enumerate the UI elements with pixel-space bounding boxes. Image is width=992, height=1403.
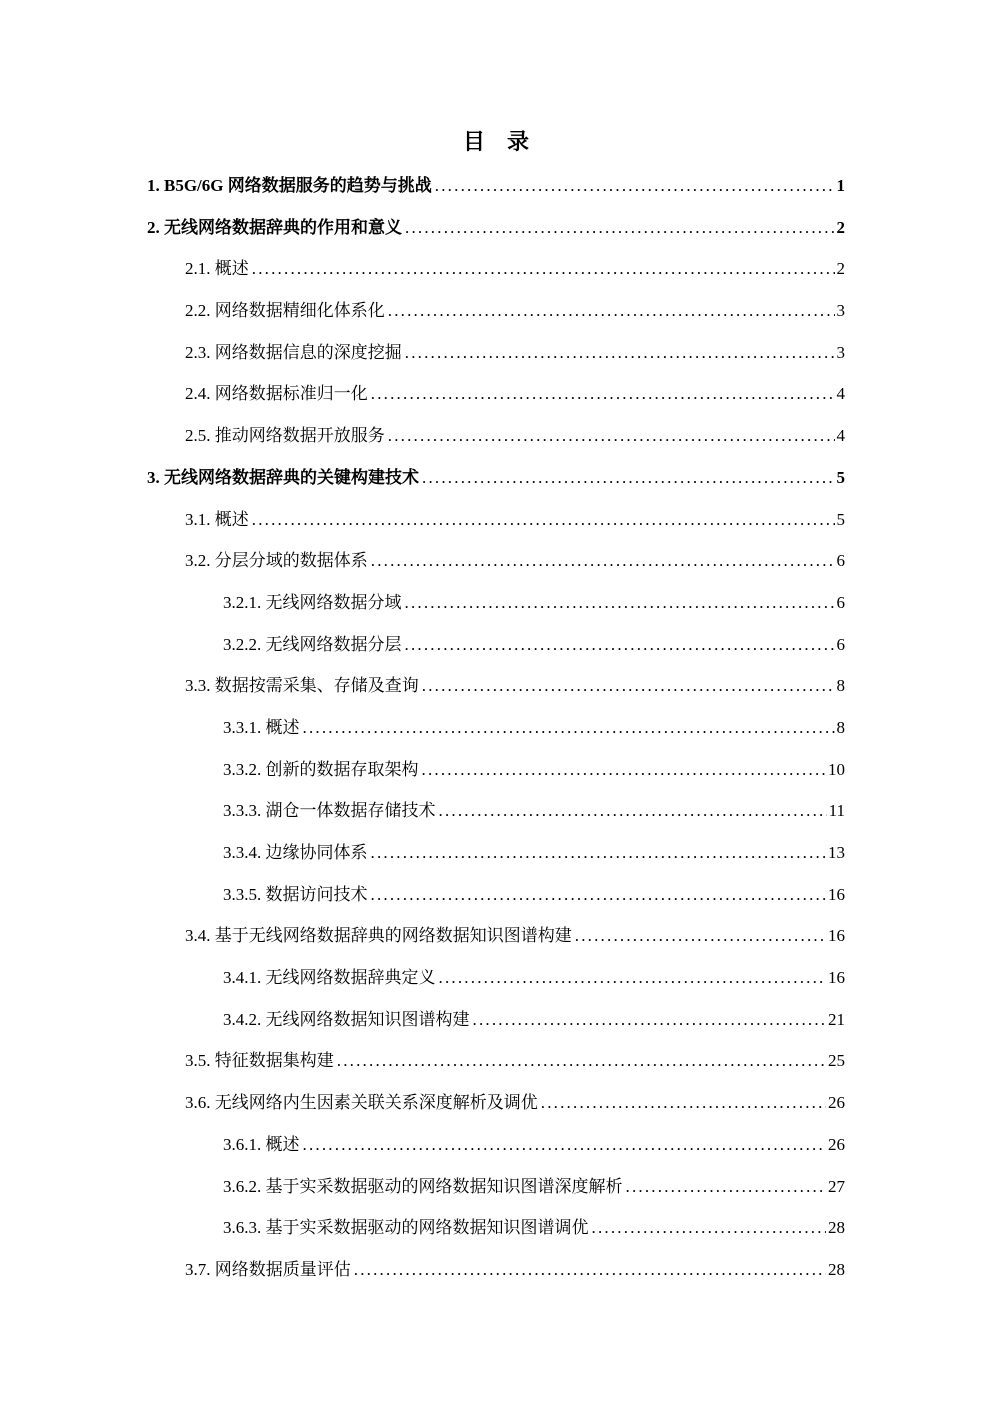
toc-entry — [147, 624, 845, 666]
toc-entry — [147, 1249, 845, 1291]
toc-entry-page: 26 — [828, 1134, 845, 1154]
toc-entry-label: 3.2. 分层分域的数据体系 — [185, 551, 368, 571]
toc-entry-page: 5 — [836, 509, 845, 529]
toc-entry — [147, 248, 845, 290]
toc-entry — [147, 499, 845, 541]
toc-entry — [147, 457, 845, 499]
toc-entry-page: 2 — [836, 259, 845, 279]
toc-entry-label: 3.3.2. 创新的数据存取架构 — [223, 759, 419, 779]
toc-entry-page: 2 — [836, 217, 845, 237]
toc-leader-dots — [435, 165, 835, 207]
toc-leader-dots — [473, 999, 827, 1041]
toc-entry-page: 1 — [836, 176, 845, 195]
toc-entry-label: 2.2. 网络数据精细化体系化 — [185, 301, 385, 321]
toc-entry-page: 16 — [828, 968, 845, 988]
toc-entry-page: 4 — [836, 426, 845, 446]
toc-leader-dots — [303, 1124, 827, 1166]
toc-entry-label: 3.3.5. 数据访问技术 — [223, 884, 368, 904]
toc-leader-dots — [252, 499, 835, 541]
toc-leader-dots — [422, 665, 835, 707]
toc-leader-dots — [439, 957, 827, 999]
toc-leader-dots — [252, 248, 835, 290]
toc-entry-page: 5 — [836, 467, 845, 487]
toc-entry — [147, 415, 845, 457]
toc-entry-page: 6 — [836, 592, 845, 612]
toc-entry-label: 3.2.1. 无线网络数据分域 — [223, 592, 402, 612]
toc-entry-label: 3.7. 网络数据质量评估 — [185, 1259, 351, 1279]
toc-entry-label: 3.6. 无线网络内生因素关联关系深度解析及调优 — [185, 1093, 538, 1113]
toc-leader-dots — [371, 540, 835, 582]
toc-entry-page: 11 — [828, 801, 845, 821]
toc-leader-dots — [592, 1207, 827, 1249]
toc-entry — [147, 540, 845, 582]
toc-entry-page: 6 — [836, 634, 845, 654]
toc-entry-label: 3.1. 概述 — [185, 509, 249, 529]
toc-leader-dots — [439, 790, 827, 832]
toc-leader-dots — [405, 582, 835, 624]
toc-leader-dots — [337, 1040, 826, 1082]
toc-entry-page: 13 — [828, 843, 845, 862]
toc-leader-dots — [541, 1082, 826, 1124]
toc-entry-label: 3.4. 基于无线网络数据辞典的网络数据知识图谱构建 — [185, 926, 572, 946]
toc-leader-dots — [422, 749, 827, 791]
toc-leader-dots — [371, 373, 835, 415]
toc-entry — [147, 290, 845, 332]
toc-entry-label: 2.4. 网络数据标准归一化 — [185, 384, 368, 404]
toc-entry — [147, 1040, 845, 1082]
toc-entry-page: 3 — [836, 301, 845, 321]
toc-entry — [147, 1082, 845, 1124]
toc-entry-label: 3.3. 数据按需采集、存储及查询 — [185, 676, 419, 696]
toc-title: 目 录 — [462, 129, 529, 154]
toc-leader-dots — [371, 874, 827, 916]
toc-entry — [147, 665, 845, 707]
toc-entry — [147, 165, 845, 207]
toc-entry-label: 2. 无线网络数据辞典的作用和意义 — [147, 217, 402, 237]
toc-entry-page: 16 — [828, 884, 845, 904]
toc-entry — [147, 207, 845, 249]
toc-entry-page: 28 — [828, 1218, 845, 1238]
toc-entry-page: 10 — [828, 759, 845, 779]
toc-entry-label: 3.6.2. 基于实采数据驱动的网络数据知识图谱深度解析 — [223, 1176, 623, 1196]
toc-entry-label: 3.4.1. 无线网络数据辞典定义 — [223, 968, 436, 988]
toc-entry — [147, 832, 845, 874]
toc-entry-page: 8 — [836, 676, 845, 696]
toc-leader-dots — [388, 415, 835, 457]
toc-entry-label: 2.1. 概述 — [185, 259, 249, 279]
toc-entry-page: 26 — [828, 1093, 845, 1113]
toc-entry-label: 2.5. 推动网络数据开放服务 — [185, 426, 385, 446]
toc-entry — [147, 749, 845, 791]
toc-entry-label: 3.3.1. 概述 — [223, 717, 300, 737]
toc-entry-page: 8 — [836, 717, 845, 737]
toc-entry — [147, 1124, 845, 1166]
toc-entry-label: 3.3.4. 边缘协同体系 — [223, 843, 368, 862]
toc-list — [147, 165, 845, 1291]
toc-leader-dots — [354, 1249, 826, 1291]
toc-entry — [147, 1207, 845, 1249]
toc-entry-label: 3.6.1. 概述 — [223, 1134, 300, 1154]
toc-leader-dots — [303, 707, 835, 749]
toc-entry — [147, 1166, 845, 1208]
toc-entry-page: 4 — [836, 384, 845, 404]
toc-entry-page: 16 — [828, 926, 845, 946]
toc-entry-label: 3.6.3. 基于实采数据驱动的网络数据知识图谱调优 — [223, 1218, 589, 1238]
toc-entry-label: 3.2.2. 无线网络数据分层 — [223, 634, 402, 654]
toc-entry-label: 3.4.2. 无线网络数据知识图谱构建 — [223, 1009, 470, 1029]
toc-entry-label: 3.5. 特征数据集构建 — [185, 1051, 334, 1071]
toc-entry — [147, 874, 845, 916]
toc-entry-page: 25 — [828, 1051, 845, 1071]
toc-entry — [147, 790, 845, 832]
toc-entry-page: 21 — [828, 1009, 845, 1029]
toc-entry — [147, 957, 845, 999]
toc-leader-dots — [371, 832, 827, 874]
toc-leader-dots — [626, 1166, 827, 1208]
toc-entry-label: 1. B5G/6G 网络数据服务的趋势与挑战 — [147, 176, 432, 195]
toc-entry-label: 3. 无线网络数据辞典的关键构建技术 — [147, 467, 419, 487]
toc-entry-page: 3 — [836, 342, 845, 362]
toc-entry-page: 28 — [828, 1259, 845, 1279]
toc-entry-label: 3.3.3. 湖仓一体数据存储技术 — [223, 801, 436, 821]
toc-leader-dots — [422, 457, 835, 499]
toc-entry — [147, 707, 845, 749]
toc-entry-page: 6 — [836, 551, 845, 571]
toc-leader-dots — [388, 290, 835, 332]
toc-leader-dots — [405, 332, 835, 374]
toc-entry — [147, 582, 845, 624]
toc-leader-dots — [405, 624, 835, 666]
toc-leader-dots — [575, 915, 826, 957]
toc-entry — [147, 332, 845, 374]
toc-entry-page: 27 — [828, 1176, 845, 1196]
toc-entry — [147, 373, 845, 415]
toc-entry-label: 2.3. 网络数据信息的深度挖掘 — [185, 342, 402, 362]
toc-entry — [147, 915, 845, 957]
toc-entry — [147, 999, 845, 1041]
toc-leader-dots — [405, 207, 835, 249]
